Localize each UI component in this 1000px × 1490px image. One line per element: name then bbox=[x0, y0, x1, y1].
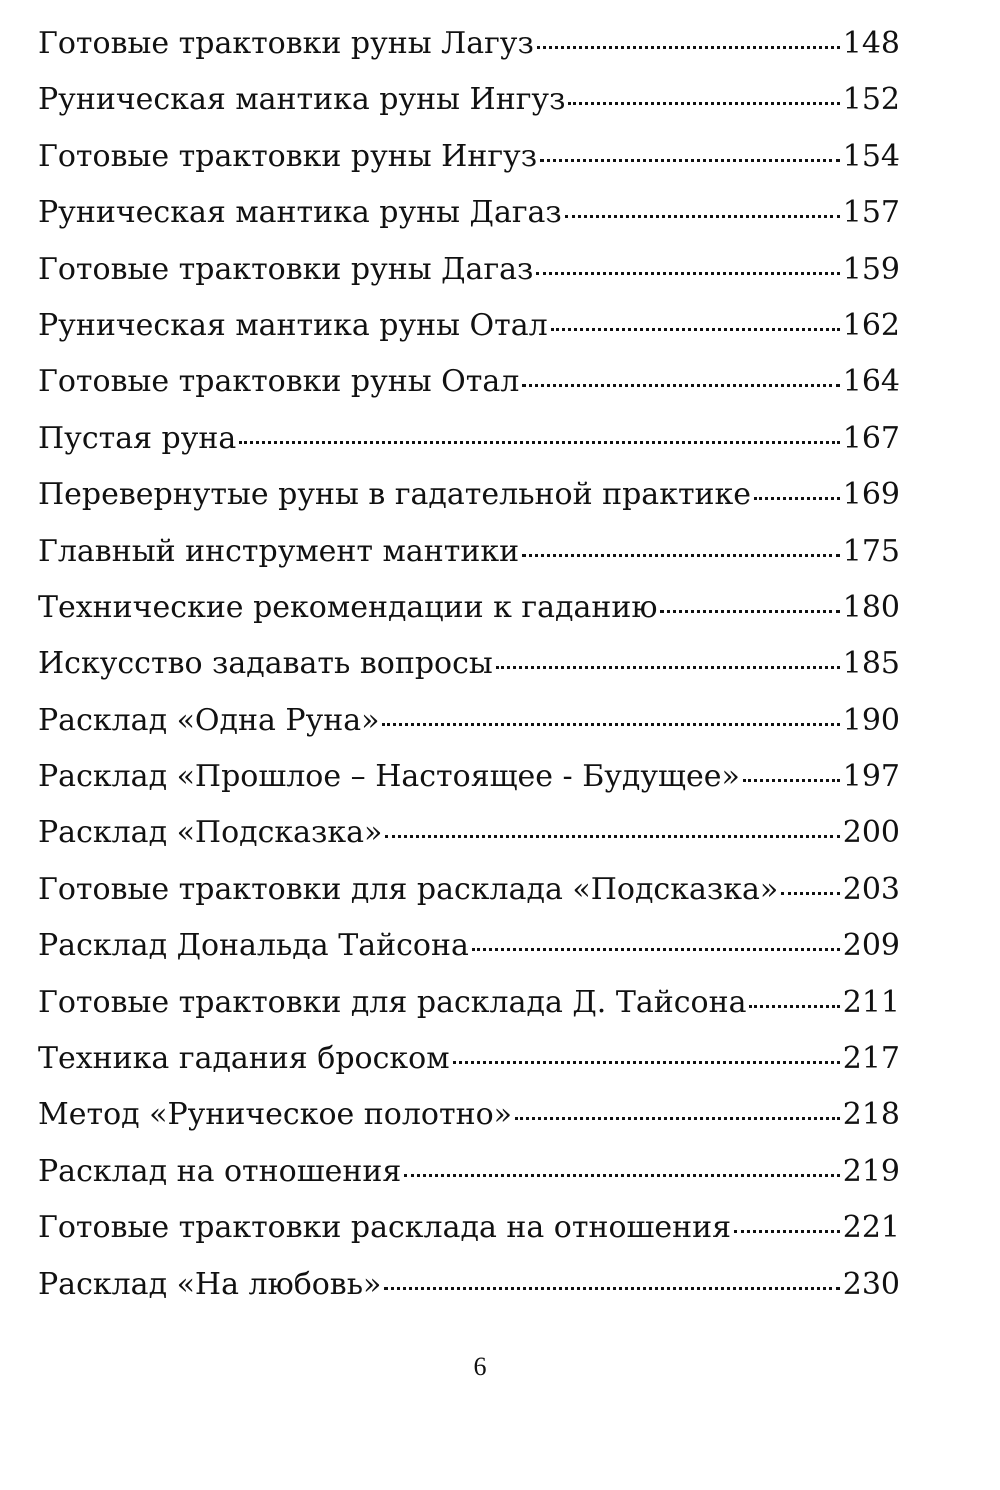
dot-leader bbox=[522, 554, 840, 557]
dot-leader bbox=[537, 46, 840, 49]
toc-entry-title: Метод «Руническое полотно» bbox=[38, 1097, 512, 1133]
toc-entry-title: Главный инструмент мантики bbox=[38, 533, 520, 569]
toc-entry-page: 200 bbox=[842, 815, 900, 851]
toc-entry-title: Технические рекомендации к гаданию bbox=[38, 589, 658, 625]
toc-entry-page: 211 bbox=[842, 984, 900, 1020]
toc-entry-title: Расклад «Прошлое – Настоящее - Будущее» bbox=[38, 759, 740, 795]
toc-entry-page: 218 bbox=[842, 1097, 900, 1133]
toc-entry-page: 157 bbox=[842, 195, 900, 231]
toc-entry-title: Готовые трактовки для расклада Д. Тайсона bbox=[38, 984, 747, 1020]
toc-entry-page: 162 bbox=[842, 307, 900, 343]
dot-leader bbox=[496, 666, 840, 669]
toc-entry-page: 154 bbox=[842, 138, 900, 174]
toc-entry-title: Готовые трактовки руны Ингуз bbox=[38, 138, 538, 174]
toc-entry bbox=[38, 467, 900, 523]
toc-entry-title: Расклад «Одна Руна» bbox=[38, 702, 380, 738]
dot-leader bbox=[754, 497, 840, 500]
toc-entry-title: Готовые трактовки руны Дагаз bbox=[38, 251, 534, 287]
toc-entry-title: Расклад Дональда Тайсона bbox=[38, 928, 469, 964]
toc-entry-page: 197 bbox=[842, 759, 900, 795]
toc-entry-title: Готовые трактовки руны Отал bbox=[38, 364, 520, 400]
toc-entry bbox=[38, 693, 900, 749]
toc-entry-page: 167 bbox=[842, 420, 900, 456]
toc-entry-title: Расклад «Подсказка» bbox=[38, 815, 383, 851]
dot-leader bbox=[536, 272, 839, 275]
toc-entry bbox=[38, 636, 900, 692]
toc-entry bbox=[38, 354, 900, 410]
toc-entry-title: Руническая мантика руны Ингуз bbox=[38, 82, 566, 118]
toc-entry-page: 164 bbox=[842, 364, 900, 400]
page-number: 6 bbox=[473, 1352, 487, 1381]
dot-leader bbox=[743, 779, 840, 782]
dot-leader bbox=[515, 1117, 840, 1120]
toc-entry bbox=[38, 1144, 900, 1200]
toc-entry-page: 175 bbox=[842, 533, 900, 569]
toc-entry-page: 169 bbox=[842, 477, 900, 513]
dot-leader bbox=[749, 1005, 839, 1008]
dot-leader bbox=[522, 384, 839, 387]
toc-entry-title: Пустая руна bbox=[38, 420, 237, 456]
dot-leader bbox=[565, 215, 840, 218]
dot-leader bbox=[540, 159, 840, 162]
toc-entry bbox=[38, 72, 900, 128]
toc-entry bbox=[38, 16, 900, 72]
toc-entry bbox=[38, 805, 900, 861]
dot-leader bbox=[382, 723, 839, 726]
toc-entry-page: 230 bbox=[842, 1266, 900, 1302]
toc-entry bbox=[38, 1087, 900, 1143]
toc-entry-title: Перевернутые руны в гадательной практике bbox=[38, 477, 752, 513]
toc-entry bbox=[38, 1200, 900, 1256]
toc-entry-page: 217 bbox=[842, 1041, 900, 1077]
dot-leader bbox=[660, 610, 839, 613]
toc-entry bbox=[38, 242, 900, 298]
dot-leader bbox=[404, 1174, 839, 1177]
toc-entry-title: Техника гадания броском bbox=[38, 1041, 450, 1077]
dot-leader bbox=[385, 835, 839, 838]
toc-entry-page: 209 bbox=[842, 928, 900, 964]
toc-entry bbox=[38, 749, 900, 805]
dot-leader bbox=[239, 441, 839, 444]
toc-entry-title: Искусство задавать вопросы bbox=[38, 646, 493, 682]
toc-entry-page: 148 bbox=[842, 26, 900, 61]
toc-entry-title: Расклад «На любовь» bbox=[38, 1266, 382, 1302]
toc-entry-page: 152 bbox=[842, 82, 900, 118]
toc-entry bbox=[38, 918, 900, 974]
dot-leader bbox=[781, 892, 840, 895]
toc-entry-page: 180 bbox=[842, 589, 900, 625]
dot-leader bbox=[551, 328, 840, 331]
toc-entry bbox=[38, 580, 900, 636]
toc-entry-title: Руническая мантика руны Отал bbox=[38, 307, 548, 343]
toc-entry-page: 221 bbox=[842, 1210, 900, 1246]
toc-entry-page: 185 bbox=[842, 646, 900, 682]
toc-entry bbox=[38, 524, 900, 580]
dot-leader bbox=[472, 948, 840, 951]
dot-leader bbox=[568, 102, 839, 105]
toc-entry-page: 159 bbox=[842, 251, 900, 287]
toc-entry bbox=[38, 1031, 900, 1087]
toc-entry bbox=[38, 1257, 900, 1313]
toc-entry-page: 190 bbox=[842, 702, 900, 738]
toc-entry-title: Руническая мантика руны Дагаз bbox=[38, 195, 562, 231]
toc-entry-title: Готовые трактовки руны Лагуз bbox=[38, 26, 534, 61]
dot-leader bbox=[734, 1230, 840, 1233]
toc-entry bbox=[38, 129, 900, 185]
table-of-contents bbox=[38, 16, 900, 1313]
toc-entry-title: Готовые трактовки для расклада «Подсказка» bbox=[38, 871, 779, 907]
toc-entry bbox=[38, 975, 900, 1031]
toc-entry bbox=[38, 185, 900, 241]
toc-entry-page: 219 bbox=[842, 1153, 900, 1189]
toc-entry bbox=[38, 298, 900, 354]
toc-entry-title: Расклад на отношения bbox=[38, 1153, 402, 1189]
toc-entry-title: Готовые трактовки расклада на отношения bbox=[38, 1210, 732, 1246]
toc-entry bbox=[38, 862, 900, 918]
toc-entry bbox=[38, 411, 900, 467]
toc-entry-page: 203 bbox=[842, 871, 900, 907]
dot-leader bbox=[453, 1061, 840, 1064]
dot-leader bbox=[384, 1287, 839, 1290]
